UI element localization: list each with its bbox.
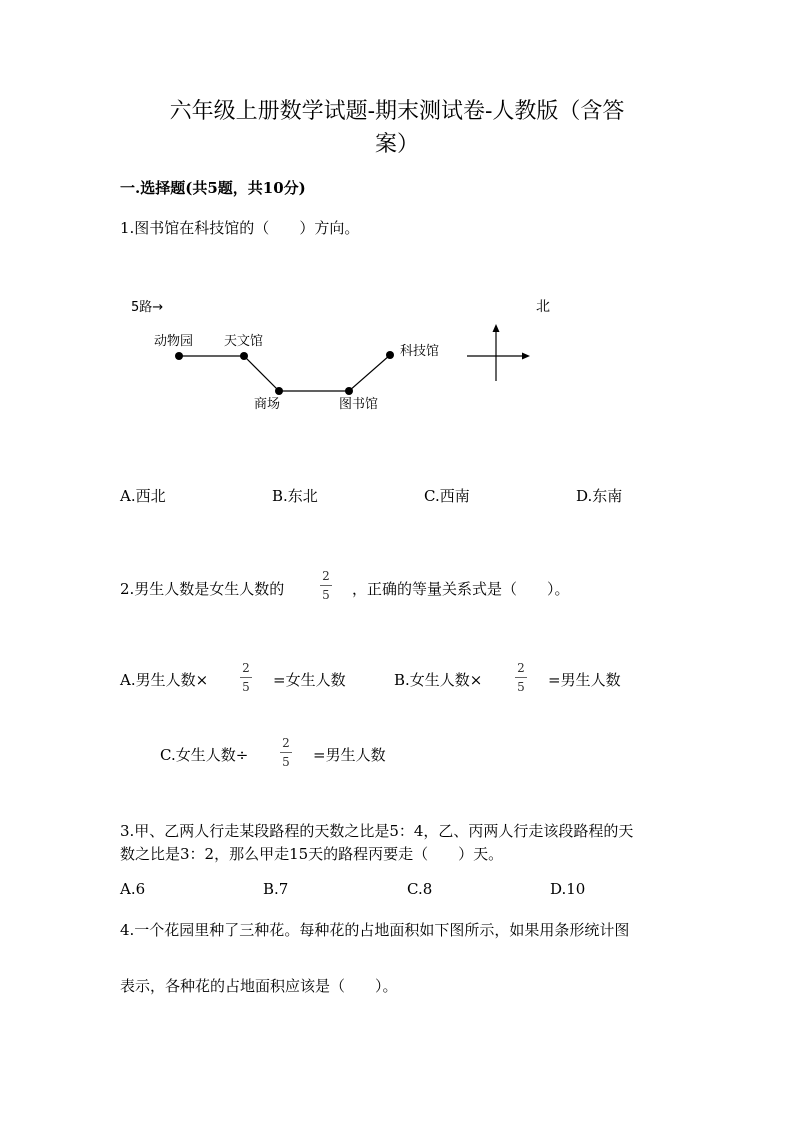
q2-option-a-suffix[interactable]: =女生人数 bbox=[273, 671, 346, 689]
route-line bbox=[179, 355, 390, 391]
stop-mall-dot bbox=[275, 387, 283, 395]
stop-label-library: 图书馆 bbox=[339, 397, 379, 412]
stop-observatory-dot bbox=[240, 352, 248, 360]
stop-zoo-dot bbox=[175, 352, 183, 360]
q1-option-d[interactable]: D.东南 bbox=[576, 487, 623, 505]
stop-label-observatory: 天文馆 bbox=[224, 334, 264, 349]
fraction-numerator: 2 bbox=[242, 661, 250, 675]
q3-option-d[interactable]: D.10 bbox=[550, 880, 586, 898]
fraction-numerator: 2 bbox=[282, 736, 290, 750]
question-2-stem-start: 2.男生人数是女生人数的 bbox=[120, 580, 285, 598]
fraction-numerator: 2 bbox=[517, 661, 525, 675]
fraction-denominator: 5 bbox=[322, 588, 330, 602]
stop-label-mall: 商场 bbox=[254, 397, 281, 412]
q2-option-b-fraction bbox=[514, 661, 528, 694]
q2-option-c-prefix[interactable]: C.女生人数÷ bbox=[160, 746, 249, 764]
stop-label-science-museum: 科技馆 bbox=[400, 344, 440, 359]
q2-option-c-fraction bbox=[279, 736, 293, 769]
section-header: 一.选择题(共5题，共10分) bbox=[120, 179, 306, 197]
q2-option-a-fraction bbox=[239, 661, 253, 694]
fraction-denominator: 5 bbox=[282, 755, 290, 769]
q1-option-b[interactable]: B.东北 bbox=[272, 487, 318, 505]
q1-option-a[interactable]: A.西北 bbox=[120, 487, 166, 505]
stop-label-zoo: 动物园 bbox=[154, 334, 194, 349]
q2-option-a-prefix[interactable]: A.男生人数× bbox=[120, 671, 209, 689]
question-3-stem-line2: 数之比是3：2，那么甲走15天的路程丙要走（ ）天。 bbox=[120, 845, 504, 863]
q3-option-a[interactable]: A.6 bbox=[120, 880, 146, 898]
q3-option-c[interactable]: C.8 bbox=[407, 880, 433, 898]
question-3-stem-line1: 3.甲、乙两人行走某段路程的天数之比是5：4，乙、丙两人行走该段路程的天 bbox=[120, 822, 634, 840]
stop-science-museum-dot bbox=[386, 351, 394, 359]
page-title-line1: 六年级上册数学试题-期末测试卷-人教版（含答 bbox=[169, 99, 625, 124]
question-1-stem: 1.图书馆在科技馆的（ ）方向。 bbox=[120, 219, 360, 237]
q1-option-c[interactable]: C.西南 bbox=[424, 487, 470, 505]
q3-option-b[interactable]: B.7 bbox=[263, 880, 289, 898]
fraction-denominator: 5 bbox=[517, 680, 525, 694]
route-label: 5路→ bbox=[131, 300, 164, 315]
north-label: 北 bbox=[536, 299, 550, 315]
q2-option-b-prefix[interactable]: B.女生人数× bbox=[394, 671, 483, 689]
route-map-diagram bbox=[0, 0, 794, 460]
question-4-stem-line1: 4.一个花园里种了三种花。每种花的占地面积如下图所示，如果用条形统计图 bbox=[120, 921, 630, 939]
page-title-line2: 案） bbox=[374, 132, 419, 157]
q2-option-c-suffix[interactable]: =男生人数 bbox=[313, 746, 386, 764]
stop-library-dot bbox=[345, 387, 353, 395]
question-2-stem-end: ，正确的等量关系式是（ ）。 bbox=[352, 580, 570, 598]
question-4-stem-line2: 表示，各种花的占地面积应该是（ ）。 bbox=[120, 977, 398, 995]
q2-option-b-suffix[interactable]: =男生人数 bbox=[548, 671, 621, 689]
fraction-numerator: 2 bbox=[322, 569, 330, 583]
fraction-denominator: 5 bbox=[242, 680, 250, 694]
compass-cross bbox=[467, 324, 530, 381]
q2-fraction bbox=[319, 569, 333, 602]
